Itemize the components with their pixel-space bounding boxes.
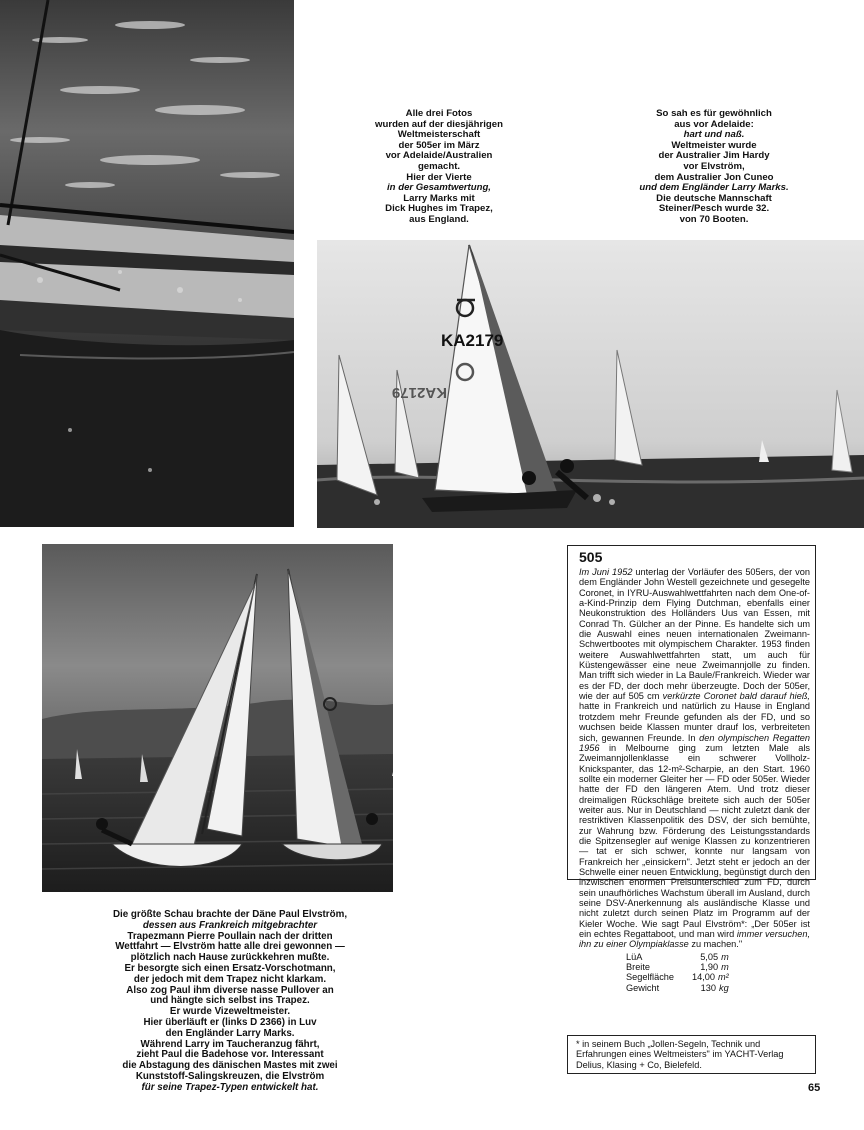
spec-value xyxy=(674,952,729,962)
caption-line: Alle drei Fotos xyxy=(405,108,473,119)
caption-bottom-left xyxy=(68,910,392,1094)
spec-value xyxy=(674,962,729,972)
page-number: 65 xyxy=(808,1082,821,1094)
body-text-segment: Im Juni 1952 xyxy=(579,567,636,577)
caption-line: Steiner/Pesch wurde 32. xyxy=(658,203,770,215)
spec-row xyxy=(626,952,729,962)
caption-line: dem Australier Jon Cuneo xyxy=(654,171,774,183)
caption-line: wurden auf der diesjährigen xyxy=(375,118,503,130)
caption-line: aus England. xyxy=(409,213,469,225)
caption-line: Weltmeister wurde xyxy=(671,139,757,151)
caption-line: der Australier Jim Hardy xyxy=(658,150,770,162)
caption-line: dessen aus Frankreich mitgebrachter xyxy=(142,919,318,931)
caption-line: aus vor Adelaide: xyxy=(674,118,754,130)
caption-line: hart und naß. xyxy=(683,129,745,141)
spec-unit: m xyxy=(721,962,729,973)
caption-line: und dem Engländer Larry Marks. xyxy=(639,182,789,194)
caption-line: Weltmeisterschaft xyxy=(397,129,481,141)
caption-line: der jedoch mit dem Trapez nicht klarkam. xyxy=(133,973,327,985)
sail-number-back: KA2179 xyxy=(391,384,447,401)
spec-row xyxy=(626,962,729,972)
caption-line: von 70 Booten. xyxy=(679,213,749,225)
info-box-505 xyxy=(567,545,816,993)
caption-line: zieht Paul die Badehose vor. Interessant xyxy=(136,1049,324,1061)
caption-line: vor Adelaide/Australien xyxy=(385,150,493,162)
caption-top-center xyxy=(354,109,524,226)
body-text-segment: unterlag der Vorläufer des 505ers, der von dem Engländer John Westell gezeichnete und gesegelte Coronet, in IYRU-Auswahlwettfahrten nach dem One-of-a-Kind-Prinzip dem Flying Dutchman, ebenfalls einer Neukonstruktion des Holländers Uus van Essen, mit Conrad Th. Gülcher an der Pinne. Es handelte sich um die Auswahl eines neuen internationalen Zweimann-Schwertbootes mit olympischem Charakter. 1953 finden weitere Auswahlwettfahrten statt, um auch für Küstengewässer eine neue Zweimannjolle zu finden. Man trifft sich wieder in La Baule/Frankreich. Wieder war es der FD, der doch mehr überzeugte. Doch der 505er, wie der auf 505 cm xyxy=(579,567,810,702)
spec-label: Segelfläche xyxy=(626,972,675,983)
caption-line: Er wurde Vizeweltmeister. xyxy=(169,1006,291,1018)
caption-line: die Abstagung des dänischen Mastes mit zwei xyxy=(122,1060,338,1072)
spec-number: 130 xyxy=(700,982,717,993)
caption-line: Hier der Vierte xyxy=(406,171,472,183)
caption-line: Trapezmann Pierre Poullain nach der dritten xyxy=(127,930,333,942)
spec-unit: m² xyxy=(718,972,729,983)
caption-line: Während Larry im Taucheranzug fährt, xyxy=(140,1038,320,1050)
caption-line: Hier überläuft er (links D 2366) in Luv xyxy=(143,1016,317,1028)
spec-number: 1,90 xyxy=(700,962,719,973)
footnote-box: * in seinem Buch „Jollen-Segeln, Technik und Erfahrungen eines Weltmeisters" im YACHT-Verlag Delius, Klasing + Co, Bielefeld. xyxy=(567,1035,816,1074)
spec-row xyxy=(626,972,729,982)
photo-top-right-fleet xyxy=(317,240,864,528)
caption-line: in der Gesamtwertung, xyxy=(387,182,491,194)
caption-top-right xyxy=(610,109,818,226)
caption-line: für seine Trapez-Typen entwickelt hat. xyxy=(141,1081,319,1093)
caption-line: Wettfahrt — Elvström hatte alle drei gewonnen — xyxy=(115,941,345,953)
photo-top-left-boat xyxy=(0,0,294,527)
caption-line: den Engländer Larry Marks. xyxy=(165,1027,295,1039)
spec-unit: m xyxy=(721,951,729,962)
body-text-segment: zu machen." xyxy=(688,939,743,950)
caption-line: Kunststoff-Salingskreuzen, die Elvström xyxy=(135,1070,325,1082)
spec-label: Breite xyxy=(626,962,651,973)
caption-line: plötzlich nach Hause zurückkehren mußte. xyxy=(130,952,330,964)
caption-line: gemacht. xyxy=(417,160,461,172)
caption-line: vor Elvström, xyxy=(683,160,745,172)
specs-table xyxy=(626,952,729,993)
spec-unit: kg xyxy=(719,982,729,993)
body-text-segment: in Melbourne ging zum letzten Male als Zweimannjollenklasse ein schwerer Vollholz-Knickspanter, das 12-m²-Scharpie, an den Start. 1960 sollte ein moderner Gleiter her — FD oder 505er. Wieder hatte der FD den längeren Atem. Und trotz dieser dreimaligen Rückschläge breitete sich auch der 505er weiter aus. Nur in Deutschland — nicht zuletzt dank der restriktiven Klassenpolitik des DSV, der sich bemühte, zur Wahrung bzw. Förderung des Leistungsstandards die Spitzensegler auf wenige Klassen zu konzentrieren — tat er sich schwer, konnte nur langsam von Frankreich her „einsickern". Jetzt steht er jedoch an der Schwelle einer neuen Entwicklung, begünstigt durch den inzwischen enormen Preisunterschied zum FD, durch sein unaufhörliches Wachstum überall im Ausland, durch seine DSV-Anerkennung als ausländische Klasse und nicht zuletzt durch seinen Platz im Programm auf der Kieler Woche. Wie sagt Paul Elvström*: „Der 505er ist ein echtes Regattaboot, und man wird xyxy=(579,742,810,940)
caption-line: Dick Hughes im Trapez, xyxy=(385,203,493,215)
caption-line: Er besorgte sich einen Ersatz-Vorschotmann, xyxy=(124,962,336,974)
body-text-segment: den olympischen Regatten 1956 xyxy=(579,732,810,753)
spec-number: 5,05 xyxy=(700,951,719,962)
info-box-title: 505 xyxy=(579,549,603,565)
caption-line: So sah es für gewöhnlich xyxy=(656,108,772,119)
caption-line: Die größte Schau brachte der Däne Paul Elvström, xyxy=(112,909,348,920)
spec-value xyxy=(674,972,729,982)
body-text-segment: verkürzte Coronet bald darauf hieß, xyxy=(662,691,810,702)
caption-line: Die deutsche Mannschaft xyxy=(656,192,772,204)
photo-bottom-left-two-boats xyxy=(42,544,393,892)
spec-label: LüA xyxy=(626,951,643,962)
sail-number-front: KA2179 xyxy=(441,331,504,350)
spec-value xyxy=(674,983,729,993)
spec-row xyxy=(626,983,729,993)
caption-line: und hängte sich selbst ins Trapez. xyxy=(150,995,310,1007)
body-text-segment: immer versuchen, ihn zu einer Olympiaklasse xyxy=(579,929,810,950)
body-text-segment: hatte in Frankreich und natürlich zu Hause in England trotzdem mehr Freunde gefunden als der FD, und so wuchsen beide Klassen munter drauf los, verbreiteten sich, gewannen Freunde. In xyxy=(579,701,810,743)
caption-line: Also zog Paul ihm diverse nasse Pullover an xyxy=(126,984,334,996)
spec-label: Gewicht xyxy=(626,982,660,993)
caption-line: der 505er im März xyxy=(398,139,480,151)
info-box-body xyxy=(579,567,810,950)
spec-number: 14,00 xyxy=(692,972,716,983)
caption-line: Larry Marks mit xyxy=(403,192,475,204)
